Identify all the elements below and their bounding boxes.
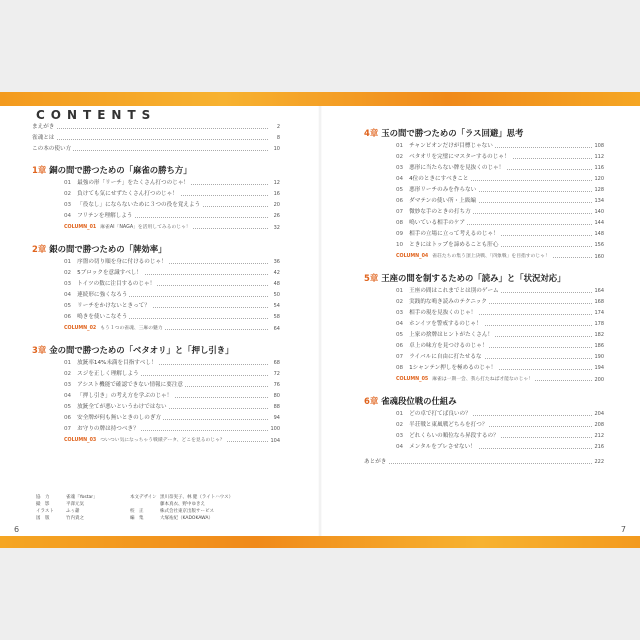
toc-entry-label [396, 198, 478, 204]
toc-entry-number: 02 [64, 270, 72, 276]
chapter-heading [32, 162, 280, 178]
chapter-title: 王座の間を制するための「読み」と「状況対応」 [381, 273, 566, 283]
credit-name: 平澤元気 [66, 502, 84, 507]
toc-entry-label [64, 191, 180, 197]
column-entry[interactable] [364, 251, 604, 263]
column-page: 64 [272, 323, 280, 335]
toc-entry-label [396, 143, 495, 149]
toc-entry-label [64, 382, 185, 388]
toc-item[interactable] [32, 178, 280, 189]
credit-name: 株式会社東京出版サービス [160, 509, 214, 514]
toc-entry-text: 最強の形「リーチ」をたくさん打つのじゃ！ [77, 180, 190, 186]
toc-entry-label [396, 365, 498, 371]
toc-entry-page: 36 [272, 257, 280, 268]
column-label [64, 225, 193, 230]
toc-entry-label [64, 426, 141, 432]
column-tag: COLUMN_01 [64, 225, 97, 230]
chapter-number: 3章 [32, 345, 47, 355]
toc-entry-text: 微妙な手のときの打ち方 [409, 209, 471, 215]
toc-entry-number: 05 [64, 404, 72, 410]
dot-leader [32, 128, 268, 129]
toc-entry-number: 02 [64, 191, 72, 197]
column-page: 32 [272, 222, 280, 234]
toc-entry-number: 03 [64, 382, 72, 388]
toc-entry-label [396, 288, 501, 294]
chapter-number: 1章 [32, 165, 47, 175]
column-tag: COLUMN_04 [396, 254, 429, 259]
toc-entry-number: 05 [396, 332, 404, 338]
toc-entry-number: 06 [396, 198, 404, 204]
toc-entry-page: 72 [272, 369, 280, 380]
toc-entry-number: 04 [64, 213, 72, 219]
toc-entry-text: 相手の現を見抜くのじゃ！ [409, 310, 477, 316]
toc-item[interactable] [364, 319, 604, 330]
column-page: 104 [268, 435, 280, 447]
toc-entry-label [64, 259, 169, 265]
toc-entry-page: 68 [272, 358, 280, 369]
toc-entry-page: 100 [268, 424, 280, 435]
toc-entry-number: 02 [64, 371, 72, 377]
toc-entry-text: ライバルに自由に打たせるな [409, 354, 482, 360]
column-tag: COLUMN_02 [64, 326, 97, 331]
book-gutter [318, 106, 322, 536]
toc-entry-text: アシスト機能で確認できない情報に要注意 [77, 382, 184, 388]
toc-entry-page: 116 [592, 163, 604, 174]
column-page: 200 [592, 374, 604, 386]
toc-item[interactable] [364, 207, 604, 218]
toc-item[interactable] [364, 174, 604, 185]
toc-item[interactable] [32, 380, 280, 391]
toc-item[interactable] [364, 141, 604, 152]
toc-entry-page: 144 [592, 218, 604, 229]
toc-item[interactable] [364, 229, 604, 240]
toc-entry-page: 140 [592, 207, 604, 218]
credit-row [36, 494, 233, 501]
toc-entry-page: 112 [592, 152, 604, 163]
toc-entry-text: 実践的な鳴き読みのテクニック [409, 299, 487, 305]
column-text: ついつい気になっちゃう戦績データ、どこを見るのじゃ？ [100, 438, 225, 443]
toc-item[interactable] [32, 402, 280, 413]
column-text: もう１つの雀魂、三麻の魅力 [100, 326, 163, 331]
toc-entry-number: 01 [64, 180, 72, 186]
toc-entry-label [32, 135, 56, 141]
chapter-number: 6章 [364, 396, 379, 406]
toc-entry-label [64, 371, 141, 377]
toc-entry-number: 06 [64, 314, 72, 320]
toc-entry-text: 悪形リーチのみを作らない [409, 187, 477, 193]
toc-entry-label [396, 176, 471, 182]
toc-entry-label [396, 209, 473, 215]
toc-entry-page: 212 [592, 431, 604, 442]
toc-entry-text: 鳴いている相手のケア [409, 220, 466, 226]
credit-name: 黒川奈実子、林 健（ライトハウス） [160, 495, 234, 500]
toc-entry-text: 王座の間はこれまでとは別のゲーム [409, 288, 499, 294]
chapter-heading [32, 241, 280, 257]
toc-item[interactable] [364, 240, 604, 251]
toc-entry-text: この本の使い方 [32, 146, 72, 152]
bottom-orange-band [0, 536, 640, 548]
toc-entry-page: 42 [272, 268, 280, 279]
toc-entry-label [64, 202, 202, 208]
toc-item[interactable] [364, 152, 604, 163]
toc-entry-label [396, 411, 473, 417]
toc-entry-number: 01 [64, 360, 72, 366]
toc-entry-number: 05 [396, 187, 404, 193]
toc-entry-number: 04 [396, 321, 404, 327]
toc-entry-page: 10 [272, 144, 280, 155]
spacer [32, 335, 280, 339]
toc-entry-page: 48 [272, 279, 280, 290]
toc-entry-text: 上家の捨牌はヒントがたくさん！ [409, 332, 494, 338]
column-entry[interactable] [32, 323, 280, 335]
credit-role: 図 版 [36, 516, 50, 521]
toc-item[interactable] [364, 297, 604, 308]
toc-item[interactable] [32, 189, 280, 200]
toc-entry-number: 06 [64, 415, 72, 421]
toc-entry-label [364, 459, 388, 465]
toc-entry-label [64, 303, 152, 309]
credit-row [36, 508, 233, 515]
toc-entry-number: 04 [396, 444, 404, 450]
toc-entry-page: 208 [592, 420, 604, 431]
toc-item[interactable] [364, 431, 604, 442]
toc-entry-label [396, 332, 495, 338]
toc-entry-label [64, 404, 169, 410]
spacer [364, 386, 604, 390]
toc-entry-number: 03 [64, 202, 72, 208]
toc-item[interactable] [364, 163, 604, 174]
toc-entry-number: 02 [396, 299, 404, 305]
toc-entry-label [32, 124, 56, 130]
toc-entry-label [64, 314, 129, 320]
toc-entry-text: ホンイツを警戒するのじゃ！ [409, 321, 482, 327]
credit-role: 撮 影 [36, 502, 50, 507]
page-number-right: 7 [620, 525, 626, 534]
chapter-heading [364, 393, 604, 409]
toc-entry-label [64, 213, 134, 219]
toc-entry-page: 174 [592, 308, 604, 319]
toc-entry-number: 01 [64, 259, 72, 265]
column-tag: COLUMN_03 [64, 438, 97, 443]
credit-role: 協 力 [36, 495, 50, 500]
toc-entry-page: 50 [272, 290, 280, 301]
toc-entry-text: どれくらいの順位なら昇段するの？ [409, 433, 499, 439]
toc-entry-page: 94 [272, 413, 280, 424]
chapter-title: 玉の間で勝つための「ラス回避」思考 [381, 128, 524, 138]
toc-entry-text: ダマテンの使い所・上級編 [409, 198, 476, 204]
toc-item[interactable] [364, 185, 604, 196]
toc-item[interactable] [32, 312, 280, 323]
toc-entry-text: フリテンを理解しよう [77, 213, 133, 219]
afterword-entry[interactable] [364, 457, 604, 468]
toc-entry-text: 1シャンテン押しを極めるのじゃ！ [409, 365, 497, 371]
toc-entry-page: 2 [275, 122, 280, 133]
toc-entry-number: 02 [396, 154, 404, 160]
toc-entry-text: 雀魂とは [32, 135, 55, 141]
column-entry[interactable] [32, 435, 280, 447]
toc-item[interactable] [364, 420, 604, 431]
toc-entry-page: 80 [272, 391, 280, 402]
toc-entry-page: 16 [272, 189, 280, 200]
toc-entry-number: 04 [64, 393, 72, 399]
toc-entry-label [396, 165, 506, 171]
chapter-title: 銀の間で勝つための「牌効率」 [49, 244, 167, 254]
toc-entry-page: 12 [272, 178, 280, 189]
toc-entry-page: 190 [592, 352, 604, 363]
column-text: 麻雀は一期一会、我ら打たねば才能なのじゃ！ [432, 377, 533, 382]
front-matter-entry[interactable] [32, 133, 280, 144]
toc-entry-page: 204 [592, 409, 604, 420]
credit-role [130, 501, 160, 508]
column-label [64, 326, 165, 331]
toc-entry-label [396, 354, 484, 360]
toc-entry-number: 03 [396, 310, 404, 316]
toc-item[interactable] [364, 330, 604, 341]
toc-entry-label [396, 310, 478, 316]
toc-item[interactable] [32, 301, 280, 312]
toc-entry-label [396, 220, 467, 226]
toc-entry-text: リーチをかけないときって？ [77, 303, 150, 309]
toc-item[interactable] [364, 442, 604, 453]
credit-name: 藤本真衣、野中ゆきえ [160, 502, 205, 507]
front-matter-entry[interactable] [32, 144, 280, 155]
top-orange-band [0, 92, 640, 106]
toc-entry-number: 10 [396, 242, 404, 248]
toc-entry-number: 04 [64, 292, 72, 298]
toc-item[interactable] [364, 363, 604, 374]
toc-entry-page: 128 [592, 185, 604, 196]
credits-block [36, 494, 233, 522]
spacer [32, 447, 280, 451]
toc-item[interactable] [32, 211, 280, 222]
toc-entry-label [64, 292, 129, 298]
toc-entry-page: 108 [592, 141, 604, 152]
toc-entry-page: 54 [272, 301, 280, 312]
column-entry[interactable] [32, 222, 280, 234]
toc-entry-text: 負けても気にせずたくさん打つのじゃ！ [77, 191, 178, 197]
toc-entry-label [64, 393, 174, 399]
toc-entry-page: 168 [592, 297, 604, 308]
toc-entry-label [396, 343, 489, 349]
credit-name: ふぅ爺 [66, 509, 80, 514]
toc-entry-number: 05 [64, 303, 72, 309]
toc-entry-text: トイツの数に注目するのじゃ！ [77, 281, 156, 287]
toc-entry-text: 4位のときにすべきこと [409, 176, 469, 182]
toc-entry-text: ときにはトップを諦めることも肝心 [409, 242, 499, 248]
toc-entry-label [64, 180, 191, 186]
toc-entry-page: 156 [592, 240, 604, 251]
toc-entry-label [64, 415, 163, 421]
toc-item[interactable] [364, 308, 604, 319]
toc-entry-number: 08 [396, 365, 404, 371]
chapter-number: 4章 [364, 128, 379, 138]
toc-entry-number: 04 [396, 176, 404, 182]
toc-entry-page: 8 [275, 133, 280, 144]
toc-item[interactable] [32, 257, 280, 268]
credit-name: 大塚祐紀（KADOKAWA） [160, 516, 213, 521]
chapter-title: 雀魂段位戦の仕組み [381, 396, 457, 406]
toc-item[interactable] [364, 341, 604, 352]
toc-entry-text: 「押し引き」の考え方を学ぶのじゃ！ [77, 393, 173, 399]
toc-item[interactable] [364, 286, 604, 297]
toc-right-column [364, 122, 604, 468]
toc-entry-number: 01 [396, 411, 404, 417]
front-matter-entry[interactable] [32, 122, 280, 133]
toc-entry-text: まえがき [32, 124, 55, 130]
toc-entry-label [396, 433, 501, 439]
toc-item[interactable] [364, 409, 604, 420]
toc-entry-number: 01 [396, 288, 404, 294]
toc-item[interactable] [32, 290, 280, 301]
column-page: 160 [592, 251, 604, 263]
toc-entry-text: どの卓で打てば良いの？ [409, 411, 471, 417]
toc-entry-number: 03 [396, 433, 404, 439]
credit-role: イラスト [36, 509, 54, 514]
toc-entry-number: 09 [396, 231, 404, 237]
page-number-left: 6 [14, 525, 20, 534]
toc-item[interactable] [364, 218, 604, 229]
toc-item[interactable] [364, 352, 604, 363]
toc-entry-label [396, 444, 478, 450]
toc-item[interactable] [32, 279, 280, 290]
toc-entry-text: メンタルをブレさせない！ [409, 444, 476, 450]
toc-entry-text: 相手の立場に立って考えるのじゃ！ [409, 231, 499, 237]
chapter-heading [364, 270, 604, 286]
column-label [64, 438, 227, 443]
dot-leader [32, 139, 268, 140]
toc-entry-page: 178 [592, 319, 604, 330]
toc-entry-label [64, 281, 157, 287]
toc-entry-text: お守りの牌は持つべき？ [77, 426, 139, 432]
column-text: 麻雀AI「NAGA」を活用してみるのじゃ！ [100, 225, 191, 230]
toc-entry-page: 76 [272, 380, 280, 391]
chapter-title: 銅の間で勝つための「麻雀の勝ち方」 [49, 165, 192, 175]
toc-entry-text: 鳴きを使いこなそう [77, 314, 128, 320]
toc-entry-label [396, 231, 501, 237]
toc-entry-page: 182 [592, 330, 604, 341]
spacer [32, 234, 280, 238]
toc-item[interactable] [32, 200, 280, 211]
toc-entry-label [64, 360, 159, 366]
book-spread [0, 92, 640, 548]
toc-item[interactable] [32, 369, 280, 380]
toc-entry-text: 放銃率14%未満を目指すべし！ [77, 360, 157, 366]
credit-name: 竹内貴之 [66, 516, 84, 521]
toc-entry-text: 「役なし」にならないために３つの役を覚えよう [77, 202, 201, 208]
toc-entry-number: 01 [396, 143, 404, 149]
toc-entry-text: ベタオリを完璧にマスターするのじゃ！ [409, 154, 510, 160]
toc-item[interactable] [32, 424, 280, 435]
toc-entry-page: 26 [272, 211, 280, 222]
toc-entry-number: 03 [396, 165, 404, 171]
toc-entry-page: 186 [592, 341, 604, 352]
toc-entry-page: 148 [592, 229, 604, 240]
toc-entry-text: 悪形に当たらない牌を見抜くのじゃ！ [409, 165, 505, 171]
credit-role: 本文デザイン [130, 495, 157, 500]
toc-entry-number: 02 [396, 422, 404, 428]
chapter-heading [32, 342, 280, 358]
toc-item[interactable] [32, 413, 280, 424]
toc-item[interactable] [364, 196, 604, 207]
toc-entry-page: 58 [272, 312, 280, 323]
chapter-title: 金の間で勝つための「ベタオリ」と「押し引き」 [49, 345, 234, 355]
toc-entry-text: 連続形に強くなろう [77, 292, 128, 298]
toc-entry-label [396, 187, 478, 193]
toc-entry-number: 08 [396, 220, 404, 226]
toc-entry-page: 120 [592, 174, 604, 185]
page-title: CONTENTS [36, 108, 157, 122]
credit-name: 雀魂「Yostar」 [66, 495, 98, 500]
credit-role: 校 正 [130, 509, 144, 514]
toc-entry-text: チャンピオンだけが目標じゃない [409, 143, 493, 149]
toc-entry-label [396, 299, 489, 305]
toc-entry-text: 5ブロックを意識すべし！ [77, 270, 142, 276]
toc-entry-text: スジを正しく理解しよう [77, 371, 139, 377]
toc-entry-text: 序盤の切り順を身に付けるのじゃ！ [77, 259, 167, 265]
toc-entry-text: あとがき [364, 459, 387, 465]
column-label [396, 254, 552, 259]
toc-entry-text: 半荘戦と東風戦どちらを打つ？ [409, 422, 488, 428]
toc-entry-text: 放銃全てが悪いというわけではない [77, 404, 167, 410]
toc-entry-number: 03 [64, 281, 72, 287]
spacer [364, 263, 604, 267]
chapter-heading [364, 125, 604, 141]
toc-left-column [32, 122, 280, 451]
toc-entry-page: 88 [272, 402, 280, 413]
column-tag: COLUMN_05 [396, 377, 429, 382]
toc-entry-text: 卓上の味方を見つけるのじゃ！ [409, 343, 488, 349]
toc-entry-page: 222 [592, 457, 604, 468]
toc-entry-number: 06 [396, 343, 404, 349]
column-entry[interactable] [364, 374, 604, 386]
credit-row [36, 515, 233, 522]
toc-entry-text: 安全牌が何も無いときのしのぎ方 [77, 415, 162, 421]
toc-item[interactable] [32, 268, 280, 279]
toc-entry-page: 20 [272, 200, 280, 211]
toc-entry-label [64, 270, 144, 276]
chapter-number: 5章 [364, 273, 379, 283]
toc-item[interactable] [32, 358, 280, 369]
toc-entry-label [32, 146, 73, 152]
chapter-number: 2章 [32, 244, 47, 254]
toc-entry-number: 07 [396, 209, 404, 215]
column-text: 雀荘たちの集う頂上決戦、「四象戦」を目指すのじゃ！ [432, 254, 550, 259]
toc-entry-label [396, 242, 500, 248]
toc-item[interactable] [32, 391, 280, 402]
toc-entry-number: 07 [64, 426, 72, 432]
toc-entry-page: 134 [592, 196, 604, 207]
toc-entry-number: 07 [396, 354, 404, 360]
column-label [396, 377, 535, 382]
dot-leader [364, 463, 592, 464]
toc-entry-page: 194 [592, 363, 604, 374]
toc-entry-page: 164 [592, 286, 604, 297]
credit-row [36, 501, 233, 508]
toc-entry-label [396, 154, 512, 160]
credit-role: 編 集 [130, 516, 144, 521]
spacer [32, 155, 280, 159]
toc-entry-page: 216 [592, 442, 604, 453]
toc-entry-label [396, 321, 484, 327]
toc-entry-label [396, 422, 489, 428]
